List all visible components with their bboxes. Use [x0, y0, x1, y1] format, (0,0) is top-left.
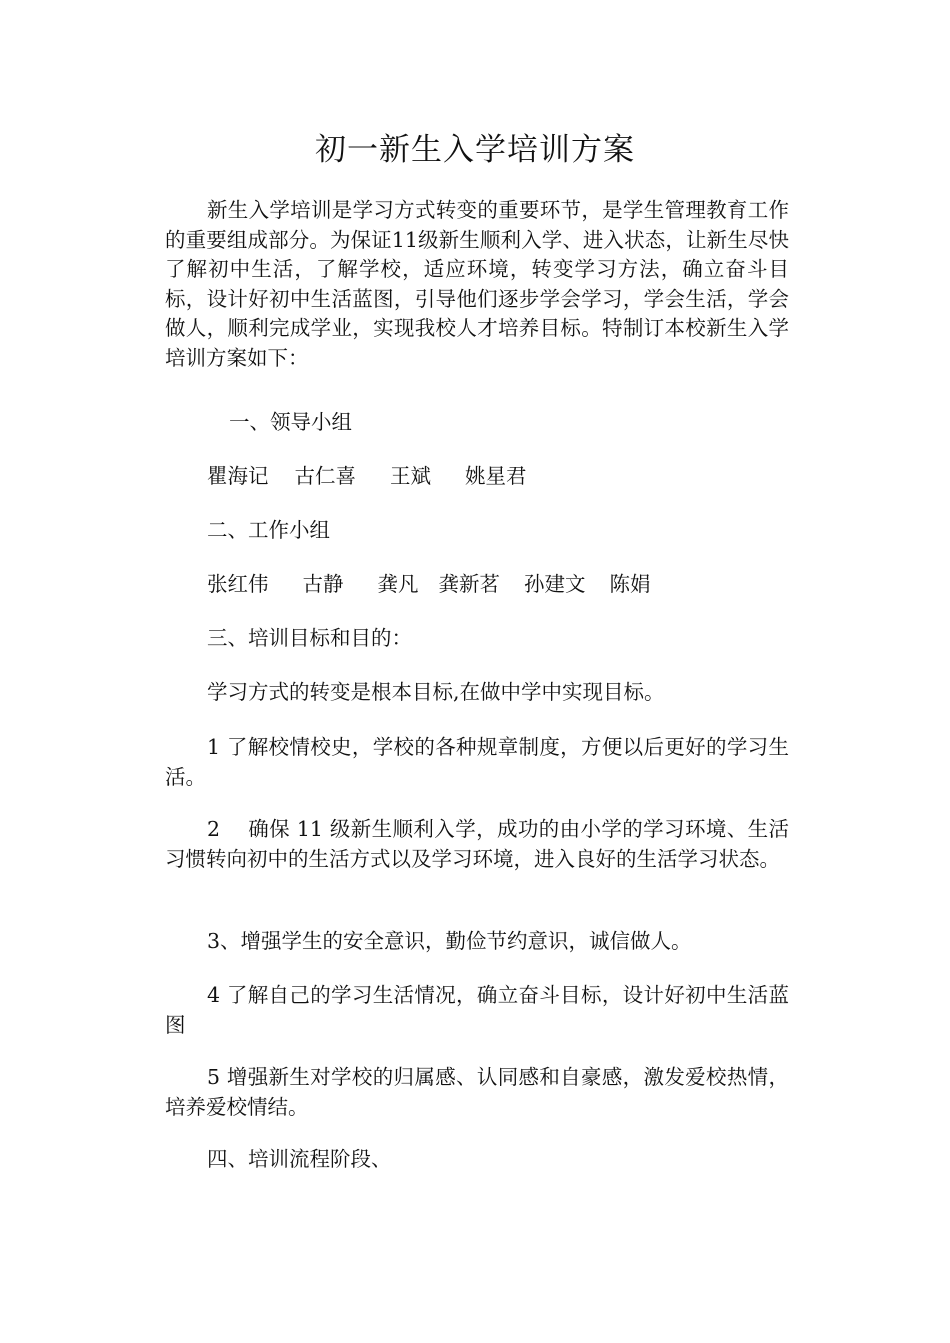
document-title: 初一新生入学培训方案 [315, 132, 635, 168]
goal-item-2: 2 确保 11 级新生顺利入学，成功的由小学的学习环境、生活习惯转向初中的生活方式以及学习环境，进入良好的生活学习状态。 [165, 817, 789, 871]
leader-name: 王斌 [390, 464, 431, 488]
member-name: 古静 [302, 572, 344, 596]
goal-item-1: 1 了解校情校史，学校的各种规章制度，方便以后更好的学习生活。 [165, 735, 789, 789]
member-name: 孙建文 [524, 572, 586, 596]
goal-item-4: 4 了解自己的学习生活情况，确立奋斗目标，设计好初中生活蓝图 [165, 983, 789, 1037]
member-name: 陈娟 [609, 572, 651, 596]
goal-item-3: 3、增强学生的安全意识，勤俭节约意识，诚信做人。 [207, 929, 692, 953]
section2-heading: 二、工作小组 [207, 518, 330, 542]
section1-heading: 一、领导小组 [229, 410, 352, 434]
member-name: 龚新茗 [438, 572, 500, 596]
leader-name: 古仁喜 [294, 464, 356, 488]
member-name: 龚凡 [377, 572, 419, 596]
section3-heading: 三、培训目标和目的： [207, 626, 412, 650]
leader-name: 姚星君 [465, 464, 527, 488]
member-name: 张红伟 [207, 572, 269, 596]
leadership-members [165, 462, 831, 492]
goal-item-5: 5 增强新生对学校的归属感、认同感和自豪感，激发爱校热情，培养爱校情结。 [165, 1065, 789, 1119]
leader-name: 瞿海记 [207, 464, 269, 488]
section4-heading: 四、培训流程阶段、 [207, 1147, 392, 1171]
section3-lead: 学习方式的转变是根本目标,在做中学中实现目标。 [207, 680, 665, 704]
intro-paragraph: 新生入学培训是学习方式转变的重要环节，是学生管理教育工作的重要组成部分。为保证11级新生顺利入学、进入状态，让新生尽快了解初中生活，了解学校，适应环境，转变学习方法，确立奋斗目标，设计好初中生活蓝图，引导他们逐步学会学习，学会生活，学会做人，顺利完成学业，实现我校人才培养目标。特制订本校新生入学培训方案如下： [165, 198, 789, 370]
working-group-members [165, 570, 831, 600]
